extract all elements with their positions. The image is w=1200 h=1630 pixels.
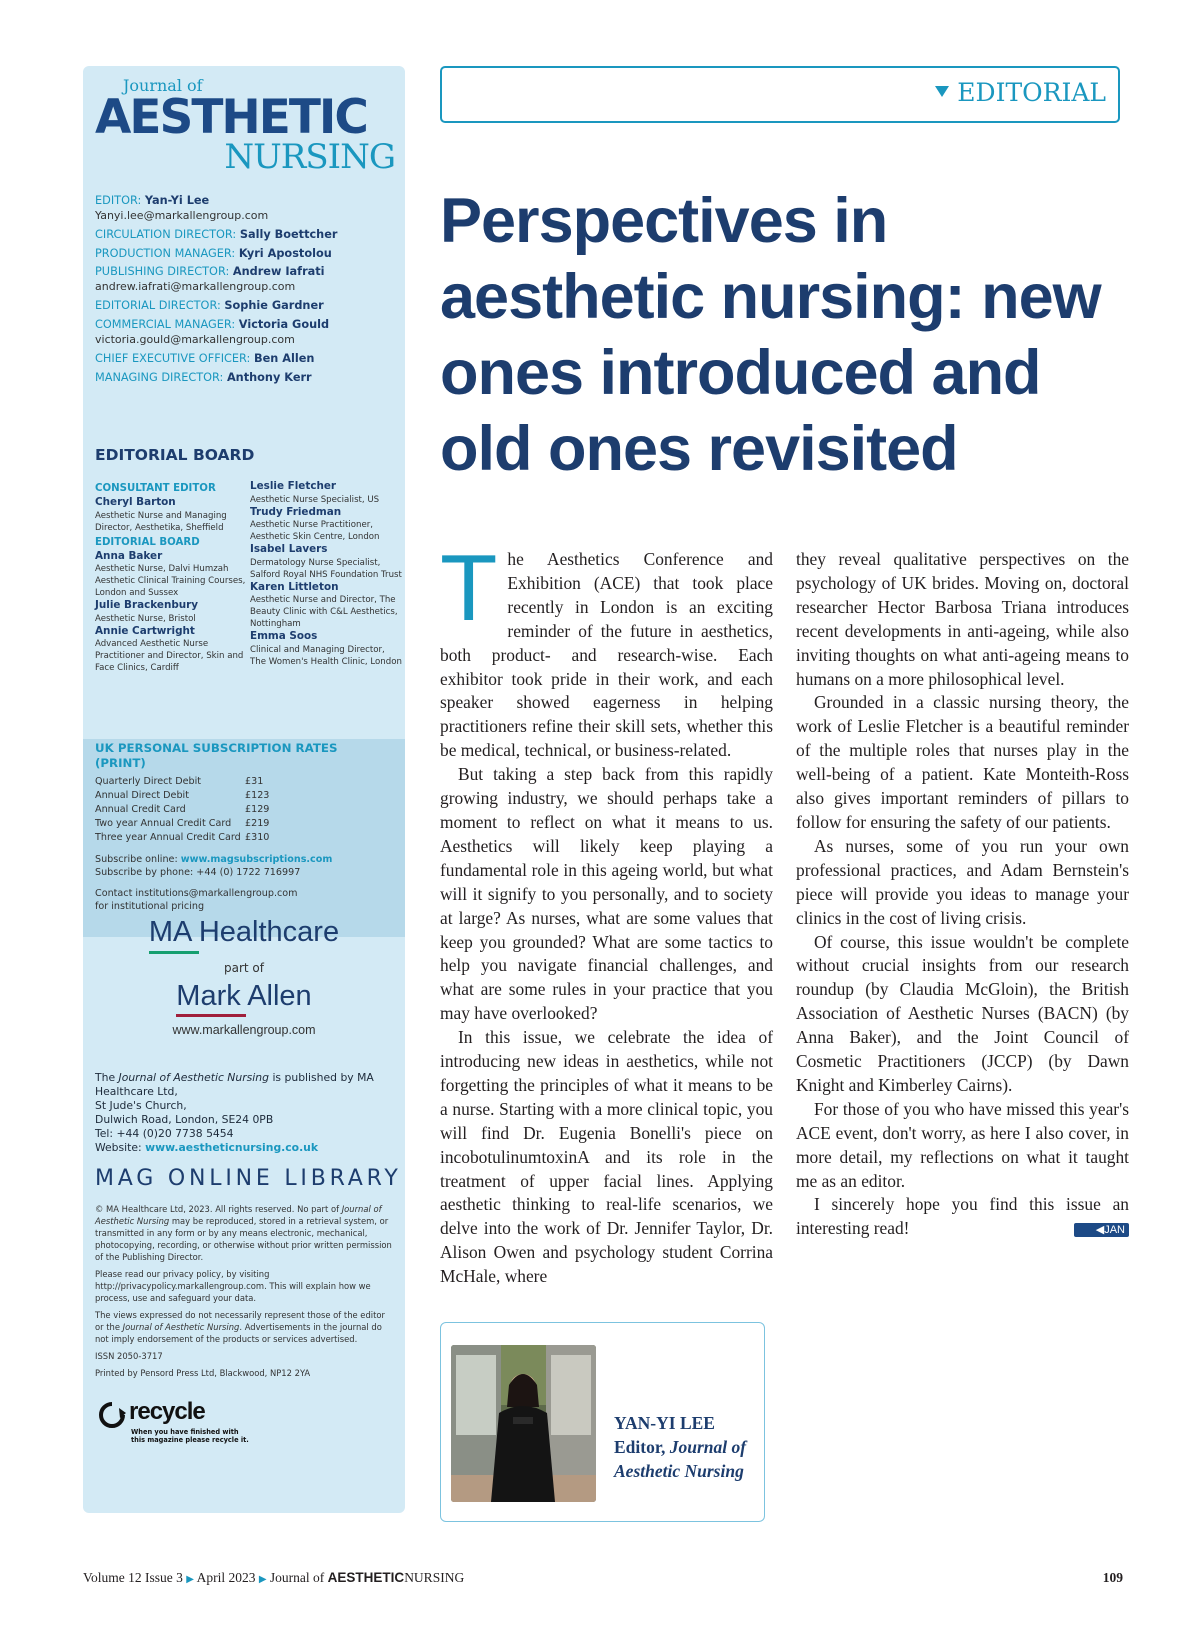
paragraph: I sincerely hope you find this issue an interesting read! ◀JAN (796, 1194, 1129, 1239)
copyright-text: © MA Healthcare Ltd, 2023. All rights reserved. No part of Journal of Aesthetic Nursing may be reproduced, stored in a retrieval system, or transmitted in any form or by any means electronic, mechanical, photocopying, recording, or otherwise without prior written permission of the Publishing Director. (95, 1204, 392, 1262)
staff-name: Andrew Iafrati (232, 265, 325, 279)
editor-role: Editor, Journal of Aesthetic Nursing (614, 1437, 747, 1481)
rate-label: Annual Credit Card (95, 804, 186, 815)
board-member-desc: Aesthetic Nurse, Bristol (95, 613, 196, 624)
rate-price: £31 (245, 776, 264, 787)
pub-journal: Journal of Aesthetic Nursing (118, 1071, 269, 1084)
rate-row (95, 803, 395, 817)
editor-box (440, 1322, 765, 1522)
footer-date: April 2023 (196, 1570, 256, 1585)
masthead-sidebar (83, 66, 405, 1513)
footer-journal-end: NURSING (404, 1570, 465, 1585)
rate-label: Quarterly Direct Debit (95, 776, 202, 787)
staff-entry (95, 226, 395, 245)
pub-text: The (95, 1071, 116, 1084)
paragraph: Of course, this issue wouldn't be complete without crucial insights from our research roundup (by Claudia McGloin), the British Association of Aesthetic Nurses (BACN) (by Anna Baker), and the Joint Council of Cosmetic Practitioners (JCCP) (by Dawn Knight and Kimberley Cairns). (796, 931, 1129, 1095)
staff-entry (95, 350, 395, 369)
board-member-desc: Aesthetic Nurse and Managing Director, Aesthetika, Sheffield (95, 510, 227, 533)
pub-website-link[interactable]: www.aestheticnursing.co.uk (145, 1141, 319, 1154)
staff-name: Yan-Yi Lee (144, 194, 210, 207)
rate-label: Annual Direct Debit (95, 790, 189, 801)
body-column-2 (796, 548, 1129, 1241)
rate-label: Three year Annual Credit Card (95, 832, 241, 843)
board-member-name: Trudy Friedman (250, 505, 342, 518)
views-text: The views expressed do not necessarily represent those of the editor or the Journal of Aesthetic Nursing. Advertisements in the journal do not imply endorsement of the products or services advertised. (95, 1310, 385, 1344)
printer-text: Printed by Pensord Press Ltd, Blackwood, NP12 2YA (95, 1368, 311, 1378)
board-column-left (95, 480, 247, 674)
institutional-note: for institutional pricing (95, 901, 205, 912)
staff-email[interactable]: victoria.gould@markallengroup.com (95, 332, 295, 346)
body-column-1 (440, 535, 773, 1289)
footer-journal: Journal of (269, 1570, 325, 1585)
article-title: Perspectives in aesthetic nursing: new ones introduced and old ones revisited (440, 186, 1101, 484)
staff-role: MANAGING DIRECTOR: (95, 370, 224, 384)
rate-price: £310 (245, 832, 270, 843)
staff-role: CIRCULATION DIRECTOR: (95, 227, 237, 241)
staff-role: PRODUCTION MANAGER: (95, 246, 236, 260)
board-member-name: Annie Cartwright (95, 624, 195, 637)
logo-journal-of: Journal of (123, 76, 203, 95)
issn-text: ISSN 2050-3717 (95, 1351, 163, 1361)
board-member-name: Karen Littleton (250, 580, 339, 593)
rate-price: £129 (245, 804, 270, 815)
staff-name: Sophie Gardner (224, 299, 324, 313)
rate-price: £219 (245, 818, 270, 829)
subscribe-online (95, 853, 395, 879)
jan-end-badge: ◀JAN (1074, 1223, 1129, 1237)
logo-nursing: NURSING (224, 137, 395, 177)
section-name: EDITORIAL (957, 78, 1106, 107)
paragraph: In this issue, we celebrate the idea of introducing new ideas in aesthetics, while not forgetting the principles of what it means to be a nurse. Starting with a more clinical topic, you will find Dr. Eugenia Bonelli's piece on incobotulinumtoxinA and its role in the treatment of upper facial lines. Applying aesthetic thinking to real-life scenarios, we delve into the work of Dr. Jennifer Taylor, Dr. Alison Owen and psychology student Corrina McHale, where (440, 1027, 773, 1287)
triangle-down-icon (935, 86, 949, 97)
staff-name: Sally Boettcher (239, 227, 338, 241)
board-member-desc: Dermatology Nurse Specialist, Salford Royal NHS Foundation Trust (250, 557, 402, 580)
board-member-name: Anna Baker (95, 549, 163, 562)
triangle-left-icon: ◀ (1095, 1224, 1105, 1237)
subscribe-online-label: Subscribe online: (95, 854, 178, 865)
editor-name: YAN-YI LEE (614, 1413, 715, 1433)
staff-role: COMMERCIAL MANAGER: (95, 317, 236, 331)
triangle-right-icon: ▶ (186, 1574, 194, 1585)
staff-email[interactable]: andrew.iafrati@markallengroup.com (95, 280, 296, 294)
page-number: 109 (1102, 1570, 1123, 1585)
board-member-desc: Aesthetic Nurse, Dalvi Humzah Aesthetic Clinical Training Courses, London and Sussex (95, 564, 246, 598)
editorial-board-label: EDITORIAL BOARD (95, 536, 200, 548)
paragraph: Grounded in a classic nursing theory, the work of Leslie Fletcher is a beautiful reminder of the multiple roles that nurses play in the well-being of a patient. Kate Monteith-Ross also gives important reminders of pillars to follow for ensuring the safety of our patients. (796, 692, 1129, 832)
board-member-desc: Aesthetic Nurse Practitioner, Aesthetic Skin Centre, London (250, 520, 380, 542)
publisher-logos (83, 916, 405, 1037)
staff-list (95, 192, 395, 387)
legal-notice (95, 1203, 395, 1384)
paragraph: As nurses, some of you run your own professional practices, and Adam Bernstein's piece will provide you ideas to manage your clinics in the cost of living crisis. (796, 835, 1129, 928)
section-label (935, 78, 1106, 107)
board-member-name: Cheryl Barton (95, 496, 176, 508)
staff-role: PUBLISHING DIRECTOR: (95, 265, 230, 279)
paragraph: But taking a step back from this rapidly growing industry, we should perhaps take a moment to reflect on what it means to us. Aesthetics will likely keep playing a fundamental role in this ageing world, but what will it signify to you personally, and to society at large? As nurses, what are some values that keep you grounded? What are some tactics to help you navigate financial challenges, and what are some rules in your practice that you may have overlooked? (440, 764, 773, 1024)
board-member-name: Emma Soos (250, 630, 318, 642)
board-column-right (250, 480, 402, 668)
pub-text: is published by MA Healthcare Ltd, (95, 1071, 374, 1098)
section-header (440, 66, 1120, 123)
rate-price: £123 (245, 790, 270, 801)
staff-email[interactable]: Yanyi.lee@markallengroup.com (95, 208, 269, 222)
subscription-rates (95, 741, 395, 921)
drop-cap: T (440, 535, 498, 640)
editor-credit (614, 1411, 764, 1483)
subscribe-link[interactable]: www.magsubscriptions.com (180, 854, 333, 865)
mark-allen-url[interactable]: www.markallengroup.com (172, 1023, 316, 1037)
board-member-desc: Aesthetic Nurse and Director, The Beauty Clinic with C&L Aesthetics, Nottingham (250, 595, 398, 629)
pub-website-label: Website: (95, 1141, 142, 1154)
pub-address: St Jude's Church, (95, 1099, 187, 1112)
staff-role: EDITORIAL DIRECTOR: (95, 299, 221, 313)
staff-name: Victoria Gould (238, 317, 330, 331)
board-member-desc: Clinical and Managing Director, The Women's Health Clinic, London (250, 644, 402, 667)
privacy-text: Please read our privacy policy, by visiting http://privacypolicy.markallengroup.com. This will explain how we process, use and safeguard your data. (95, 1269, 371, 1303)
recycle-logo (95, 1398, 255, 1448)
rate-row (95, 789, 395, 803)
staff-entry (95, 297, 395, 316)
staff-role: EDITOR: (95, 194, 142, 207)
institutional-contact (95, 887, 395, 913)
recycle-note: When you have finished with this magazine please recycle it. (131, 1428, 249, 1444)
rates-table (95, 775, 395, 845)
ma-healthcare-logo: MA Healthcare (148, 916, 340, 948)
staff-entry (95, 369, 395, 388)
mark-allen-logo: Mark Allen (176, 980, 312, 1012)
paragraph: they reveal qualitative perspectives on the psychology of UK brides. Moving on, doctoral researcher Hector Barbosa Triana introduces recent developments in anti-ageing, while also inviting thoughts on what anti-ageing means to humans on a more philosophical level. (796, 549, 1129, 689)
recycle-icon (95, 1400, 129, 1430)
footer-volume: Volume 12 Issue 3 (83, 1570, 183, 1585)
journal-logo (95, 76, 395, 184)
recycle-word: recycle (129, 1398, 205, 1425)
part-of-label: part of (224, 961, 264, 975)
consultant-editor-label: CONSULTANT EDITOR (95, 483, 216, 494)
mag-online-library-logo: MAG ONLINE LIBRARY (95, 1166, 402, 1191)
staff-name: Ben Allen (253, 351, 315, 365)
pub-tel: Tel: +44 (0)20 7738 5454 (95, 1127, 234, 1140)
staff-name: Kyri Apostolou (238, 246, 332, 260)
staff-name: Anthony Kerr (226, 370, 312, 384)
rate-row (95, 831, 395, 845)
board-member-name: Isabel Lavers (250, 543, 328, 555)
subscription-title: UK PERSONAL SUBSCRIPTION RATES (PRINT) (95, 741, 338, 770)
page-footer (83, 1570, 1123, 1590)
publication-info (95, 1071, 395, 1155)
rate-row (95, 817, 395, 831)
triangle-right-icon: ▶ (258, 1574, 267, 1585)
logo-aesthetic: AESTHETIC (95, 90, 367, 145)
rate-row (95, 775, 395, 789)
subscription-info (95, 853, 395, 913)
editor-photo (451, 1345, 596, 1502)
board-member-name: Leslie Fletcher (250, 480, 337, 492)
rate-label: Two year Annual Credit Card (95, 818, 232, 829)
paragraph: The Aesthetics Conference and Exhibition (ACE) that took place recently in London is an exciting reminder of the future in aesthetics, both product- and research-wise. Each exhibitor took pride in their work, and each speaker showed eagerness in helping practitioners refine their skill sets, whether this be medical, technical, or business-related. (440, 535, 773, 761)
footer-citation (83, 1570, 464, 1586)
editorial-board-heading: EDITORIAL BOARD (95, 446, 255, 464)
contact-email[interactable]: Contact institutions@markallengroup.com (95, 888, 298, 899)
staff-entry (95, 245, 395, 264)
board-member-desc: Advanced Aesthetic Nurse Practitioner and Director, Skin and Face Clinics, Cardiff (95, 639, 244, 673)
pub-address: Dulwich Road, London, SE24 0PB (95, 1113, 274, 1126)
staff-role: CHIEF EXECUTIVE OFFICER: (95, 351, 251, 365)
subscribe-phone: Subscribe by phone: +44 (0) 1722 716997 (95, 867, 301, 878)
footer-journal-bold: AESTHETIC (327, 1570, 405, 1585)
paragraph: For those of you who have missed this year's ACE event, don't worry, as here I also cover, in more detail, my reflections on what it taught me as an editor. (796, 1098, 1129, 1191)
board-member-desc: Aesthetic Nurse Specialist, US (250, 494, 380, 505)
board-member-name: Julie Brackenbury (95, 599, 199, 611)
